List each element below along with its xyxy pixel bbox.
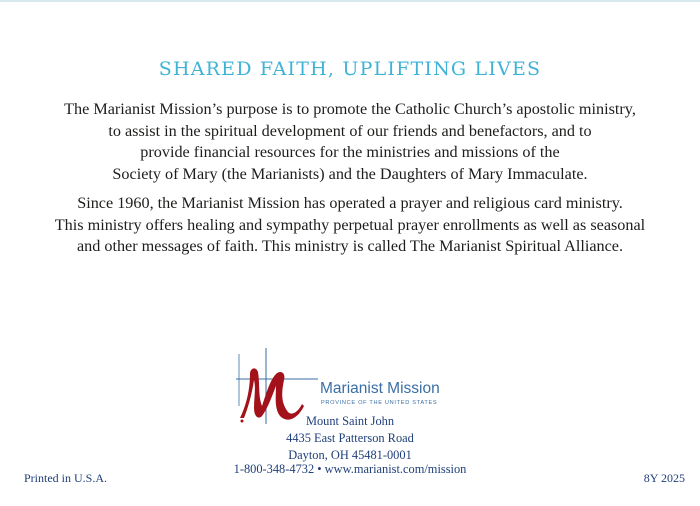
mission-paragraph xyxy=(20,99,680,185)
mission-line: to assist in the spiritual development of our friends and benefactors, and to xyxy=(108,121,592,140)
ministry-line: and other messages of faith. This ministry is called The Marianist Spiritual Alliance. xyxy=(76,237,624,255)
ministry-paragraph xyxy=(20,193,680,258)
ministry-line: This ministry offers healing and sympathy perpetual prayer enrollments as well as seasonal xyxy=(54,215,646,234)
address-city: Dayton, OH 45481-0001 xyxy=(288,448,412,462)
headline: SHARED FAITH, UPLIFTING LIVES xyxy=(158,58,542,80)
address-name: Mount Saint John xyxy=(305,414,395,428)
top-border xyxy=(0,0,700,2)
mission-line: The Marianist Mission’s purpose is to promote the Catholic Church’s apostolic ministry, xyxy=(64,100,636,118)
contact-line: 1-800-348-4732 • www.marianist.com/mission xyxy=(233,462,467,476)
address-street: 4435 East Patterson Road xyxy=(286,431,414,445)
mission-line: provide financial resources for the ministries and missions of the xyxy=(140,143,560,161)
printed-label: Printed in U.S.A. xyxy=(24,471,108,485)
logo-name: Marianist Mission xyxy=(320,380,440,397)
logo-subtitle: PROVINCE OF THE UNITED STATES xyxy=(321,400,438,406)
mission-line: Society of Mary (the Marianists) and the Daughters of Mary Immaculate. xyxy=(112,164,588,183)
ministry-line: Since 1960, the Marianist Mission has operated a prayer and religious card ministry. xyxy=(77,194,623,212)
card-code: 8Y 2025 xyxy=(643,471,685,485)
